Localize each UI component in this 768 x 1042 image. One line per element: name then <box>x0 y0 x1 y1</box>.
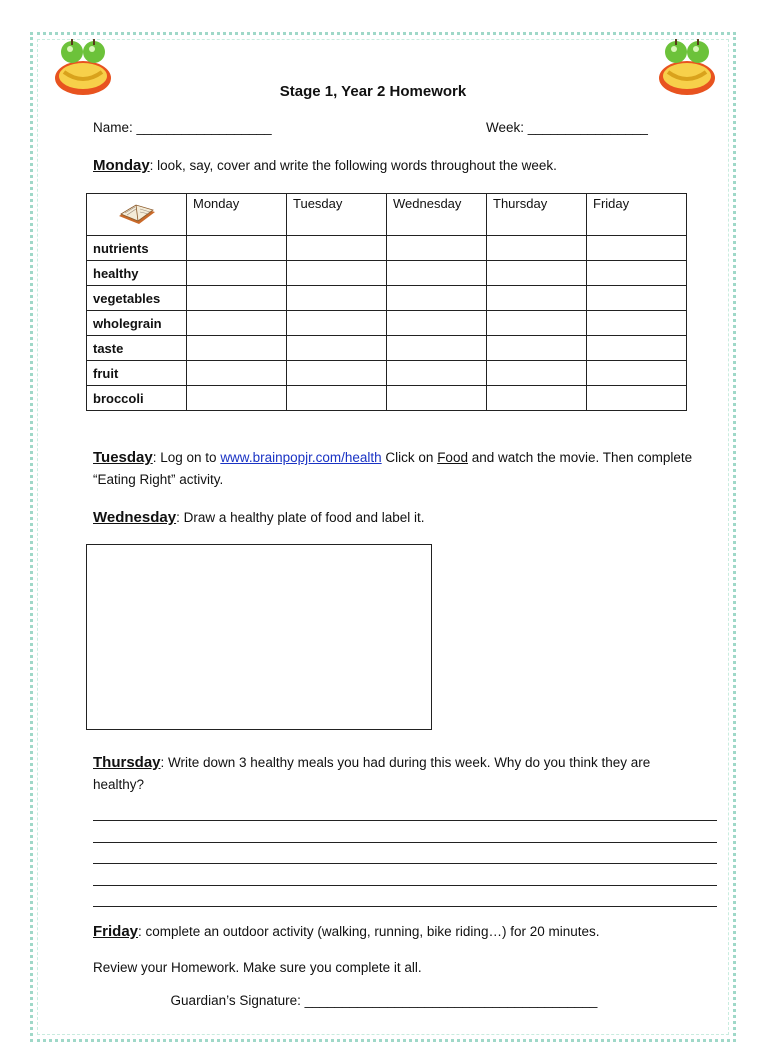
table-corner-cell <box>87 194 187 236</box>
word-cell: vegetables <box>87 286 187 311</box>
table-row <box>87 261 687 286</box>
thursday-heading: Thursday <box>93 754 161 771</box>
wednesday-section <box>93 507 703 529</box>
friday-heading: Friday <box>93 923 139 940</box>
monday-section <box>93 155 703 177</box>
column-header-wednesday: Wednesday <box>387 194 487 236</box>
thursday-section <box>93 752 703 796</box>
answer-cell[interactable] <box>587 361 687 386</box>
answer-cell[interactable] <box>487 311 587 336</box>
answer-cell[interactable] <box>187 311 287 336</box>
friday-instruction: : complete an outdoor activity (walking, running, bike riding…) for 20 minutes. <box>138 924 600 939</box>
answer-cell[interactable] <box>587 236 687 261</box>
answer-cell[interactable] <box>287 386 387 411</box>
answer-cell[interactable] <box>487 261 587 286</box>
page-title: Stage 1, Year 2 Homework <box>279 83 467 100</box>
answer-cell[interactable] <box>287 286 387 311</box>
friday-section <box>93 921 703 943</box>
answer-cell[interactable] <box>587 311 687 336</box>
table-row <box>87 286 687 311</box>
word-cell: nutrients <box>87 236 187 261</box>
answer-cell[interactable] <box>387 311 487 336</box>
word-cell: wholegrain <box>87 311 187 336</box>
answer-cell[interactable] <box>287 361 387 386</box>
answer-cell[interactable] <box>187 386 287 411</box>
answer-cell[interactable] <box>587 336 687 361</box>
drawing-box[interactable] <box>86 544 432 730</box>
writing-line[interactable] <box>93 864 717 885</box>
tuesday-text: : Log on to <box>152 450 221 465</box>
writing-line[interactable] <box>93 821 717 842</box>
writing-lines[interactable] <box>93 800 717 907</box>
brainpop-link[interactable]: www.brainpopjr.com/health <box>220 450 382 465</box>
column-header-friday: Friday <box>587 194 687 236</box>
thursday-instruction: : Write down 3 healthy meals you had during this week. Why do you think they are healthy? <box>93 755 651 792</box>
week-field[interactable]: Week: ________________ <box>486 120 648 135</box>
guardian-signature[interactable]: Guardian’s Signature: _______________________________________ <box>170 993 598 1008</box>
answer-cell[interactable] <box>387 336 487 361</box>
tuesday-section <box>93 447 703 491</box>
answer-cell[interactable] <box>587 286 687 311</box>
word-cell: taste <box>87 336 187 361</box>
answer-cell[interactable] <box>287 336 387 361</box>
answer-cell[interactable] <box>287 311 387 336</box>
column-header-tuesday: Tuesday <box>287 194 387 236</box>
answer-cell[interactable] <box>587 261 687 286</box>
table-row <box>87 386 687 411</box>
table-row <box>87 311 687 336</box>
monday-instruction: : look, say, cover and write the following words throughout the week. <box>149 158 557 173</box>
food-link-text: Food <box>437 450 468 465</box>
tuesday-heading: Tuesday <box>93 449 153 466</box>
table-row <box>87 361 687 386</box>
answer-cell[interactable] <box>387 261 487 286</box>
table-row <box>87 336 687 361</box>
table-row <box>87 236 687 261</box>
monday-heading: Monday <box>93 157 150 174</box>
answer-cell[interactable] <box>487 361 587 386</box>
name-field[interactable]: Name: __________________ <box>93 120 272 135</box>
writing-line[interactable] <box>93 843 717 864</box>
writing-line[interactable] <box>93 800 717 821</box>
column-header-monday: Monday <box>187 194 287 236</box>
answer-cell[interactable] <box>187 336 287 361</box>
tuesday-text-end: and watch the movie. Then complete “Eating Right” activity. <box>93 450 693 487</box>
book-icon <box>115 196 159 230</box>
spelling-table <box>86 193 687 411</box>
answer-cell[interactable] <box>487 386 587 411</box>
writing-line[interactable] <box>93 886 717 907</box>
word-cell: healthy <box>87 261 187 286</box>
answer-cell[interactable] <box>187 286 287 311</box>
answer-cell[interactable] <box>387 286 487 311</box>
word-cell: broccoli <box>87 386 187 411</box>
answer-cell[interactable] <box>187 261 287 286</box>
word-cell: fruit <box>87 361 187 386</box>
answer-cell[interactable] <box>287 261 387 286</box>
answer-cell[interactable] <box>487 336 587 361</box>
tuesday-text-click: Click on <box>381 450 438 465</box>
answer-cell[interactable] <box>587 386 687 411</box>
column-header-thursday: Thursday <box>487 194 587 236</box>
answer-cell[interactable] <box>287 236 387 261</box>
answer-cell[interactable] <box>487 236 587 261</box>
answer-cell[interactable] <box>187 236 287 261</box>
wednesday-instruction: : Draw a healthy plate of food and label it. <box>176 510 425 525</box>
answer-cell[interactable] <box>187 361 287 386</box>
answer-cell[interactable] <box>387 236 487 261</box>
answer-cell[interactable] <box>387 361 487 386</box>
table-header-row <box>87 194 687 236</box>
answer-cell[interactable] <box>487 286 587 311</box>
answer-cell[interactable] <box>387 386 487 411</box>
review-note: Review your Homework. Make sure you complete it all. <box>93 960 422 975</box>
wednesday-heading: Wednesday <box>93 509 177 526</box>
